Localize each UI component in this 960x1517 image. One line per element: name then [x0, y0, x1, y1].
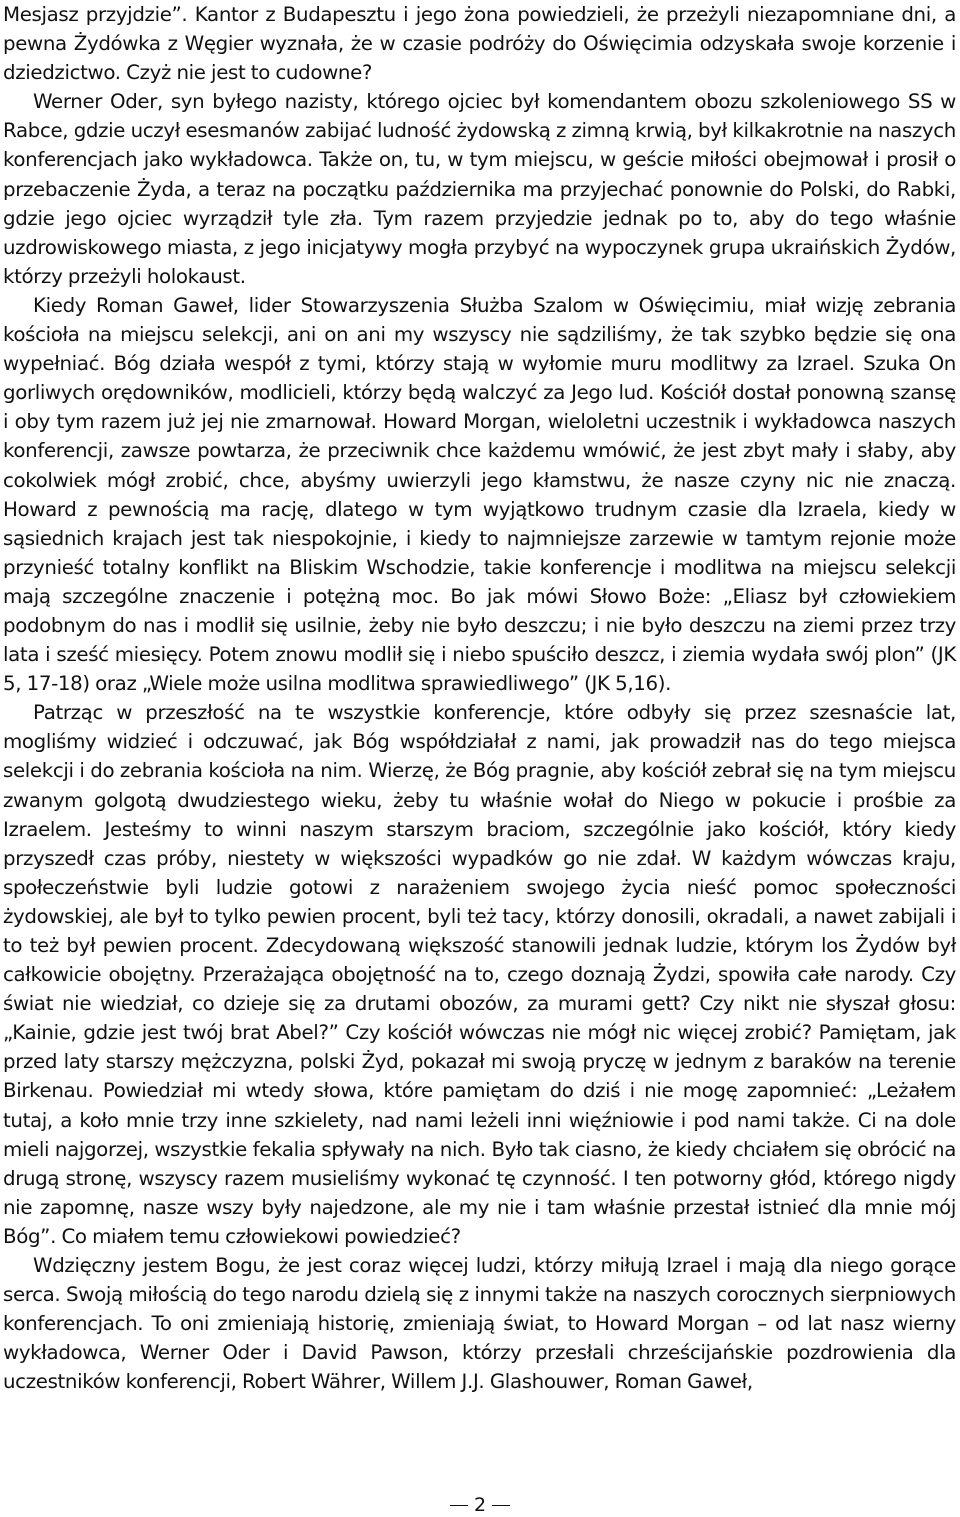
footer-dash-left — [450, 1505, 468, 1507]
footer-dash-right — [492, 1505, 510, 1507]
document-page — [3, 0, 956, 1397]
paragraph-3: Kiedy Roman Gaweł, lider Stowarzyszenia Służba Szalom w Oświęcimiu, miał wizję zebrania kościoła na miejscu selekcji, ani on ani my wszyscy nie sądziliśmy, że tak szybko będzie się ona wypełniać. Bóg działa wespół z tymi, którzy stają w wyłomie muru modlitwy za Izrael. Szuka On gorliwych orędowników, modlicieli, którzy będą walczyć za Jego lud. Kościół dostał ponowną szansę i oby tym razem już jej nie zmarnował. Howard Morgan, wieloletni uczestnik i wykładowca naszych konferencji, zawsze powtarza, że przeciwnik chce każdemu wmówić, że jest zbyt mały i słaby, aby cokolwiek mógł zrobić, chce, abyśmy uwierzyli jego kłamstwu, że nasze czyny nic nie znaczą. Howard z pewnością ma rację, dlatego w tym wyjątkowo trudnym czasie dla Izraela, kiedy w sąsiednich krajach jest tak niespokojnie, i kiedy to najmniejsze zarzewie w tamtym rejonie może przynieść totalny konflikt na Bliskim Wschodzie, takie konferencje i modlitwa na miejscu selekcji mają szczególne znaczenie i potężną moc. Bo jak mówi Słowo Boże: „Eliasz był człowiekiem podobnym do nas i modlił się usilnie, żeby nie było deszczu; i nie było deszczu na ziemi przez trzy lata i sześć miesięcy. Potem znowu modlił się i niebo spuściło deszcz, i ziemia wydała swój plon” (JK 5, 17-18) oraz „Wiele może usilna modlitwa sprawiedliwego” (JK 5,16). — [3, 293, 956, 696]
paragraph-1: Mesjasz przyjdzie”. Kantor z Budapesztu i jego żona powiedzieli, że przeżyli niezapomniane dni, a pewna Żydówka z Węgier wyznała, że w czasie podróży do Oświęcimia odzyskała swoje korzenie i dziedzictwo. Czyż nie jest to cudowne? — [3, 3, 956, 85]
page-number: 2 — [473, 1494, 487, 1516]
page-footer — [0, 1494, 960, 1516]
paragraph-4: Patrząc w przeszłość na te wszystkie konferencje, które odbyły się przez szesnaście lat, mogliśmy widzieć i odczuwać, jak Bóg współdziałał z nami, jak prowadził nas do tego miejsca selekcji i do zebrania kościoła na nim. Wierzę, że Bóg pragnie, aby kościół zebrał się na tym miejscu zwanym golgotą dwudziestego wieku, żeby tu właśnie wołał do Niego w pokucie i prośbie za Izraelem. Jesteśmy to winni naszym starszym braciom, szczególnie jako kościół, który kiedy przyszedł czas próby, niestety w większości wypadków go nie zdał. W każdym wówczas kraju, społeczeństwie byli ludzie gotowi z narażeniem swojego życia nieść pomoc społeczności żydowskiej, ale był to tylko pewien procent, byli też tacy, którzy donosili, okradali, a nawet zabijali i to też był pewien procent. Zdecydowaną większość stanowili jednak ludzie, którym los Żydów był całkowicie obojętny. Przerażająca obojętność na to, czego doznają Żydzi, spowiła całe narody. Czy świat nie wiedział, co dzieje się za drutami obozów, za murami gett? Czy nikt nie słyszał głosu: „Kainie, gdzie jest twój brat Abel?” Czy kościół wówczas nie mógł nic więcej zrobić? Pamiętam, jak przed laty starszy mężczyzna, polski Żyd, pokazał mi swoją pryczę w jednym z baraków na terenie Birkenau. Powiedział mi wtedy słowa, które pamiętam do dziś i nie mogę zapomnieć: „Leżałem tutaj, a koło mnie trzy inne szkielety, nad nami leżeli inni więźniowie i pod nami także. Ci na dole mieli najgorzej, wszystkie fekalia spływały na nich. Było tak ciasno, że kiedy chciałem się obrócić na drugą stronę, wszyscy razem musieliśmy wykonać tę czynność. I ten potworny głód, którego nigdy nie zapomnę, nasze wszy były najedzone, ale my nie i tam właśnie przestał istnieć dla mnie mój Bóg”. Co miałem temu człowiekowi powiedzieć? — [3, 701, 956, 1248]
paragraph-2: Werner Oder, syn byłego nazisty, którego ojciec był komendantem obozu szkoleniowego SS w Rabce, gdzie uczył esesmanów zabijać ludność żydowską z zimną krwią, był kilkakrotnie na naszych konferencjach jako wykładowca. Także on, tu, w tym miejscu, w geście miłości obejmował i prosił o przebaczenie Żyda, a teraz na początku października ma przyjechać ponownie do Polski, do Rabki, gdzie jego ojciec wyrządził tyle zła. Tym razem przyjedzie jednak po to, aby do tego właśnie uzdrowiskowego miasta, z jego inicjatywy mogła przybyć na wypoczynek grupa ukraińskich Żydów, którzy przeżyli holokaust. — [3, 90, 956, 288]
paragraph-5: Wdzięczny jestem Bogu, że jest coraz więcej ludzi, którzy miłują Izrael i mają dla niego gorące serca. Swoją miłością do tego narodu dzielą się z innymi także na naszych corocznych sierpniowych konferencjach. To oni zmieniają historię, zmieniają świat, to Howard Morgan – od lat nasz wierny wykładowca, Werner Oder i David Pawson, którzy przesłali chrześcijańskie pozdrowienia dla uczestników konferencji, Robert Währer, Willem J.J. Glashouwer, Roman Gaweł, — [3, 1254, 956, 1394]
